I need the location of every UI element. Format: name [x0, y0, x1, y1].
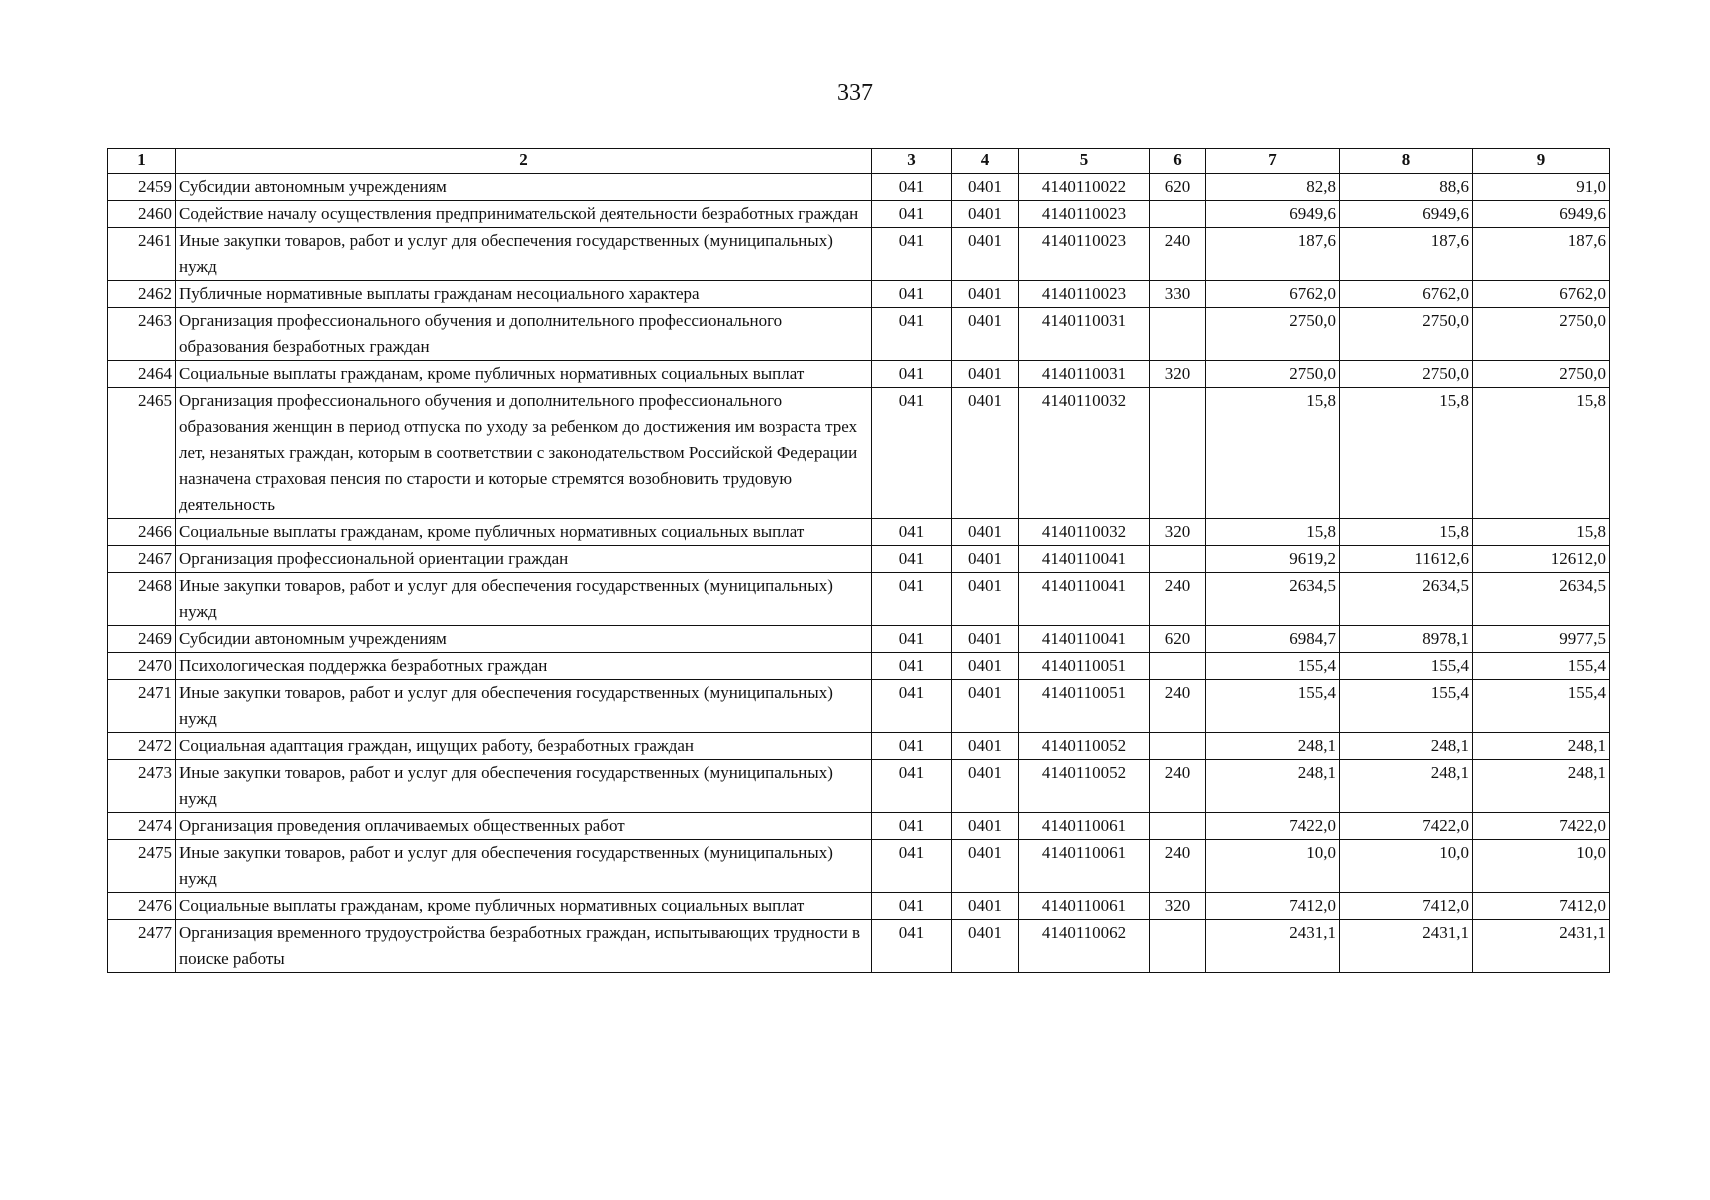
amount-col7-cell: 7422,0	[1206, 813, 1340, 840]
target-code-cell: 4140110061	[1019, 893, 1150, 920]
expense-type-cell	[1150, 546, 1206, 573]
target-code-cell: 4140110032	[1019, 388, 1150, 519]
expense-type-cell: 620	[1150, 626, 1206, 653]
amount-col9-cell: 2634,5	[1473, 573, 1610, 626]
target-code-cell: 4140110041	[1019, 626, 1150, 653]
expense-type-cell: 240	[1150, 840, 1206, 893]
amount-col7-cell: 2750,0	[1206, 361, 1340, 388]
amount-col7-cell: 15,8	[1206, 519, 1340, 546]
amount-col9-cell: 15,8	[1473, 519, 1610, 546]
table-row	[108, 626, 1610, 653]
section-code-cell: 0401	[952, 893, 1019, 920]
amount-col9-cell: 248,1	[1473, 760, 1610, 813]
amount-col8-cell: 15,8	[1340, 519, 1473, 546]
section-code-cell: 0401	[952, 519, 1019, 546]
amount-col7-cell: 6984,7	[1206, 626, 1340, 653]
row-number-cell: 2475	[108, 840, 176, 893]
section-code-cell: 0401	[952, 733, 1019, 760]
section-code-cell: 0401	[952, 308, 1019, 361]
admin-code-cell: 041	[872, 174, 952, 201]
amount-col7-cell: 6949,6	[1206, 201, 1340, 228]
description-cell: Публичные нормативные выплаты гражданам несоциального характера	[176, 281, 872, 308]
section-code-cell: 0401	[952, 281, 1019, 308]
description-cell: Субсидии автономным учреждениям	[176, 626, 872, 653]
description-cell: Иные закупки товаров, работ и услуг для обеспечения государственных (муниципальных) нужд	[176, 840, 872, 893]
description-cell: Иные закупки товаров, работ и услуг для обеспечения государственных (муниципальных) нужд	[176, 680, 872, 733]
section-code-cell: 0401	[952, 546, 1019, 573]
expense-type-cell: 330	[1150, 281, 1206, 308]
description-cell: Организация профессиональной ориентации граждан	[176, 546, 872, 573]
row-number-cell: 2466	[108, 519, 176, 546]
amount-col7-cell: 155,4	[1206, 680, 1340, 733]
table-row	[108, 733, 1610, 760]
admin-code-cell: 041	[872, 201, 952, 228]
target-code-cell: 4140110052	[1019, 760, 1150, 813]
column-header: 9	[1473, 149, 1610, 174]
amount-col7-cell: 155,4	[1206, 653, 1340, 680]
target-code-cell: 4140110051	[1019, 653, 1150, 680]
description-cell: Организация профессионального обучения и дополнительного профессионального образования женщин в период отпуска по уходу за ребенком до достижения им возраста трех лет, незанятых граждан, которым в соответствии с законодательством Российской Федерации назначена страховая пенсия по старости и которые стремятся возобновить трудовую деятельность	[176, 388, 872, 519]
table-row	[108, 653, 1610, 680]
row-number-cell: 2467	[108, 546, 176, 573]
amount-col7-cell: 7412,0	[1206, 893, 1340, 920]
row-number-cell: 2468	[108, 573, 176, 626]
column-header: 6	[1150, 149, 1206, 174]
section-code-cell: 0401	[952, 626, 1019, 653]
section-code-cell: 0401	[952, 760, 1019, 813]
description-cell: Иные закупки товаров, работ и услуг для обеспечения государственных (муниципальных) нужд	[176, 760, 872, 813]
row-number-cell: 2462	[108, 281, 176, 308]
description-cell: Социальные выплаты гражданам, кроме публичных нормативных социальных выплат	[176, 519, 872, 546]
column-header: 4	[952, 149, 1019, 174]
amount-col7-cell: 9619,2	[1206, 546, 1340, 573]
section-code-cell: 0401	[952, 174, 1019, 201]
row-number-cell: 2459	[108, 174, 176, 201]
row-number-cell: 2471	[108, 680, 176, 733]
table-row	[108, 546, 1610, 573]
target-code-cell: 4140110023	[1019, 228, 1150, 281]
expense-type-cell: 240	[1150, 760, 1206, 813]
expense-type-cell	[1150, 920, 1206, 973]
amount-col8-cell: 6762,0	[1340, 281, 1473, 308]
amount-col7-cell: 248,1	[1206, 733, 1340, 760]
amount-col8-cell: 6949,6	[1340, 201, 1473, 228]
amount-col8-cell: 187,6	[1340, 228, 1473, 281]
amount-col8-cell: 2750,0	[1340, 361, 1473, 388]
amount-col9-cell: 187,6	[1473, 228, 1610, 281]
table-row	[108, 680, 1610, 733]
section-code-cell: 0401	[952, 653, 1019, 680]
amount-col9-cell: 7412,0	[1473, 893, 1610, 920]
target-code-cell: 4140110031	[1019, 361, 1150, 388]
target-code-cell: 4140110061	[1019, 813, 1150, 840]
amount-col7-cell: 10,0	[1206, 840, 1340, 893]
amount-col8-cell: 10,0	[1340, 840, 1473, 893]
row-number-cell: 2470	[108, 653, 176, 680]
admin-code-cell: 041	[872, 760, 952, 813]
amount-col7-cell: 187,6	[1206, 228, 1340, 281]
table-row	[108, 840, 1610, 893]
amount-col9-cell: 2431,1	[1473, 920, 1610, 973]
amount-col7-cell: 2750,0	[1206, 308, 1340, 361]
admin-code-cell: 041	[872, 573, 952, 626]
admin-code-cell: 041	[872, 893, 952, 920]
amount-col9-cell: 91,0	[1473, 174, 1610, 201]
amount-col8-cell: 2634,5	[1340, 573, 1473, 626]
table-row	[108, 228, 1610, 281]
amount-col9-cell: 6762,0	[1473, 281, 1610, 308]
target-code-cell: 4140110023	[1019, 281, 1150, 308]
description-cell: Иные закупки товаров, работ и услуг для обеспечения государственных (муниципальных) нужд	[176, 573, 872, 626]
row-number-cell: 2460	[108, 201, 176, 228]
section-code-cell: 0401	[952, 680, 1019, 733]
target-code-cell: 4140110061	[1019, 840, 1150, 893]
column-header: 5	[1019, 149, 1150, 174]
row-number-cell: 2477	[108, 920, 176, 973]
expense-type-cell	[1150, 308, 1206, 361]
amount-col7-cell: 2634,5	[1206, 573, 1340, 626]
amount-col7-cell: 15,8	[1206, 388, 1340, 519]
table-row	[108, 388, 1610, 519]
table-row	[108, 519, 1610, 546]
column-header: 1	[108, 149, 176, 174]
description-cell: Субсидии автономным учреждениям	[176, 174, 872, 201]
section-code-cell: 0401	[952, 573, 1019, 626]
amount-col9-cell: 248,1	[1473, 733, 1610, 760]
table-row	[108, 813, 1610, 840]
row-number-cell: 2464	[108, 361, 176, 388]
admin-code-cell: 041	[872, 920, 952, 973]
admin-code-cell: 041	[872, 388, 952, 519]
description-cell: Социальная адаптация граждан, ищущих работу, безработных граждан	[176, 733, 872, 760]
description-cell: Организация проведения оплачиваемых общественных работ	[176, 813, 872, 840]
table-row	[108, 760, 1610, 813]
column-header: 3	[872, 149, 952, 174]
section-code-cell: 0401	[952, 813, 1019, 840]
admin-code-cell: 041	[872, 626, 952, 653]
column-header: 7	[1206, 149, 1340, 174]
table-row	[108, 174, 1610, 201]
table-row	[108, 893, 1610, 920]
amount-col8-cell: 248,1	[1340, 733, 1473, 760]
expense-type-cell	[1150, 813, 1206, 840]
amount-col8-cell: 11612,6	[1340, 546, 1473, 573]
row-number-cell: 2463	[108, 308, 176, 361]
amount-col9-cell: 10,0	[1473, 840, 1610, 893]
amount-col9-cell: 12612,0	[1473, 546, 1610, 573]
amount-col8-cell: 155,4	[1340, 680, 1473, 733]
admin-code-cell: 041	[872, 546, 952, 573]
amount-col9-cell: 7422,0	[1473, 813, 1610, 840]
admin-code-cell: 041	[872, 519, 952, 546]
table-row	[108, 361, 1610, 388]
amount-col9-cell: 2750,0	[1473, 361, 1610, 388]
target-code-cell: 4140110031	[1019, 308, 1150, 361]
expense-type-cell: 320	[1150, 893, 1206, 920]
table-row	[108, 308, 1610, 361]
expense-type-cell: 240	[1150, 228, 1206, 281]
description-cell: Психологическая поддержка безработных граждан	[176, 653, 872, 680]
table-row	[108, 573, 1610, 626]
expense-type-cell	[1150, 653, 1206, 680]
expense-type-cell	[1150, 388, 1206, 519]
amount-col8-cell: 2431,1	[1340, 920, 1473, 973]
description-cell: Организация временного трудоустройства безработных граждан, испытывающих трудности в поиске работы	[176, 920, 872, 973]
target-code-cell: 4140110032	[1019, 519, 1150, 546]
amount-col7-cell: 82,8	[1206, 174, 1340, 201]
admin-code-cell: 041	[872, 840, 952, 893]
expense-type-cell	[1150, 733, 1206, 760]
admin-code-cell: 041	[872, 361, 952, 388]
description-cell: Иные закупки товаров, работ и услуг для обеспечения государственных (муниципальных) нужд	[176, 228, 872, 281]
row-number-cell: 2465	[108, 388, 176, 519]
section-code-cell: 0401	[952, 388, 1019, 519]
description-cell: Содействие началу осуществления предпринимательской деятельности безработных граждан	[176, 201, 872, 228]
target-code-cell: 4140110062	[1019, 920, 1150, 973]
amount-col7-cell: 248,1	[1206, 760, 1340, 813]
expense-type-cell: 240	[1150, 573, 1206, 626]
admin-code-cell: 041	[872, 653, 952, 680]
table-row	[108, 281, 1610, 308]
expense-type-cell	[1150, 201, 1206, 228]
amount-col8-cell: 7412,0	[1340, 893, 1473, 920]
amount-col8-cell: 8978,1	[1340, 626, 1473, 653]
section-code-cell: 0401	[952, 228, 1019, 281]
expense-type-cell: 320	[1150, 361, 1206, 388]
expense-type-cell: 320	[1150, 519, 1206, 546]
admin-code-cell: 041	[872, 308, 952, 361]
admin-code-cell: 041	[872, 813, 952, 840]
amount-col9-cell: 2750,0	[1473, 308, 1610, 361]
target-code-cell: 4140110041	[1019, 573, 1150, 626]
row-number-cell: 2472	[108, 733, 176, 760]
row-number-cell: 2473	[108, 760, 176, 813]
expense-type-cell: 620	[1150, 174, 1206, 201]
amount-col7-cell: 6762,0	[1206, 281, 1340, 308]
column-header: 8	[1340, 149, 1473, 174]
admin-code-cell: 041	[872, 733, 952, 760]
admin-code-cell: 041	[872, 281, 952, 308]
amount-col8-cell: 15,8	[1340, 388, 1473, 519]
header-row	[108, 149, 1610, 174]
amount-col9-cell: 155,4	[1473, 653, 1610, 680]
page-number: 337	[837, 80, 873, 106]
amount-col9-cell: 9977,5	[1473, 626, 1610, 653]
amount-col7-cell: 2431,1	[1206, 920, 1340, 973]
amount-col9-cell: 155,4	[1473, 680, 1610, 733]
amount-col8-cell: 88,6	[1340, 174, 1473, 201]
row-number-cell: 2469	[108, 626, 176, 653]
table-row	[108, 920, 1610, 973]
target-code-cell: 4140110052	[1019, 733, 1150, 760]
column-header: 2	[176, 149, 872, 174]
description-cell: Организация профессионального обучения и дополнительного профессионального образования безработных граждан	[176, 308, 872, 361]
target-code-cell: 4140110023	[1019, 201, 1150, 228]
amount-col8-cell: 2750,0	[1340, 308, 1473, 361]
amount-col9-cell: 6949,6	[1473, 201, 1610, 228]
admin-code-cell: 041	[872, 680, 952, 733]
section-code-cell: 0401	[952, 361, 1019, 388]
section-code-cell: 0401	[952, 840, 1019, 893]
section-code-cell: 0401	[952, 201, 1019, 228]
target-code-cell: 4140110022	[1019, 174, 1150, 201]
row-number-cell: 2474	[108, 813, 176, 840]
target-code-cell: 4140110051	[1019, 680, 1150, 733]
target-code-cell: 4140110041	[1019, 546, 1150, 573]
amount-col8-cell: 155,4	[1340, 653, 1473, 680]
expense-type-cell: 240	[1150, 680, 1206, 733]
description-cell: Социальные выплаты гражданам, кроме публичных нормативных социальных выплат	[176, 361, 872, 388]
amount-col8-cell: 7422,0	[1340, 813, 1473, 840]
description-cell: Социальные выплаты гражданам, кроме публичных нормативных социальных выплат	[176, 893, 872, 920]
admin-code-cell: 041	[872, 228, 952, 281]
amount-col9-cell: 15,8	[1473, 388, 1610, 519]
amount-col8-cell: 248,1	[1340, 760, 1473, 813]
budget-table	[107, 148, 1610, 973]
row-number-cell: 2461	[108, 228, 176, 281]
row-number-cell: 2476	[108, 893, 176, 920]
section-code-cell: 0401	[952, 920, 1019, 973]
table-row	[108, 201, 1610, 228]
